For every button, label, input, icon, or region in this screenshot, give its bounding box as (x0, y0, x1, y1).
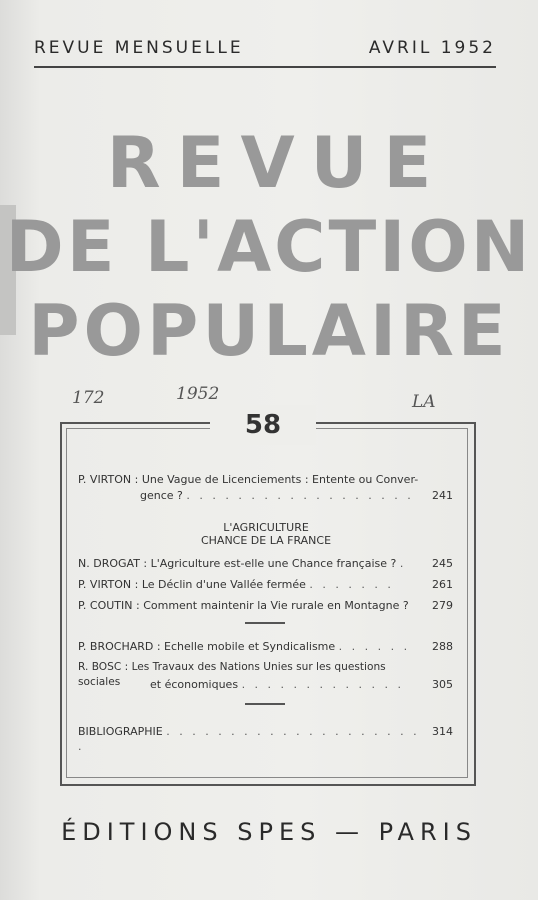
toc-entry (78, 639, 430, 654)
title-line-3: POPULAIRE (28, 290, 510, 372)
leader-dots: . . . . . . . . . . . . . (241, 678, 404, 691)
header-rule (34, 66, 496, 68)
leader-dots: . . . . . . . . . . . . . . . . . . (186, 489, 414, 502)
toc-entry-continuation (140, 488, 430, 503)
issue-number: 58 (244, 410, 282, 440)
toc-entry-title: R. BOSC : Les Travaux des Nations Unies sur les questions sociales (78, 661, 386, 688)
toc-page-number: 245 (432, 557, 453, 570)
leader-dots: . (399, 557, 407, 570)
toc-page-number: 288 (432, 640, 453, 653)
toc-entry-title: P. BROCHARD : Echelle mobile et Syndicalisme (78, 640, 336, 653)
title-line-1: REVUE (106, 122, 448, 204)
toc-page-number: 305 (432, 678, 453, 691)
leader-dots: . . . . . . . . . . . . . . . . . . . . . (78, 725, 420, 753)
toc-entry (78, 556, 430, 571)
title-line-2: DE L'ACTION (5, 206, 533, 288)
toc-entry (78, 598, 430, 613)
section-title: L'AGRICULTURE (223, 521, 309, 534)
toc-entry-title: P. VIRTON : Une Vague de Licenciements : Entente ou Conver- (78, 473, 419, 486)
toc-entry-title: P. COUTIN : Comment maintenir la Vie rurale en Montagne ? (78, 599, 409, 612)
periodicity-label: REVUE MENSUELLE (34, 38, 244, 58)
section-divider (245, 703, 285, 705)
leader-dots: . . . . . . . (309, 578, 394, 591)
toc-entry-continuation (150, 677, 430, 692)
toc-entry (78, 724, 430, 754)
toc-entry-title: BIBLIOGRAPHIE (78, 725, 163, 738)
handwritten-note-3: LA (412, 392, 436, 412)
toc-entry-title-cont: et économiques (150, 678, 239, 691)
section-subtitle: CHANCE DE LA FRANCE (200, 534, 332, 547)
section-divider (245, 622, 285, 624)
toc-page-number: 261 (432, 578, 453, 591)
issue-number-badge (210, 405, 316, 445)
issue-date: AVRIL 1952 (368, 38, 496, 58)
toc-page-number: 241 (432, 489, 453, 502)
leader-dots: . . . . . . (338, 640, 411, 653)
handwritten-note-2: 1952 (176, 384, 220, 404)
toc-entry (78, 472, 430, 487)
toc-entry-title: P. VIRTON : Le Déclin d'une Vallée fermée (78, 578, 306, 591)
toc-page-number: 279 (432, 599, 453, 612)
toc-entry-title: N. DROGAT : L'Agriculture est-elle une Chance française ? (78, 557, 397, 570)
toc-page-number: 314 (432, 725, 453, 738)
publisher-imprint: ÉDITIONS SPES — PARIS (61, 818, 477, 846)
cover-header (34, 38, 496, 58)
toc-entry (78, 577, 430, 592)
toc-entry-title-cont: gence ? (140, 489, 183, 502)
handwritten-note-1: 172 (72, 388, 105, 408)
